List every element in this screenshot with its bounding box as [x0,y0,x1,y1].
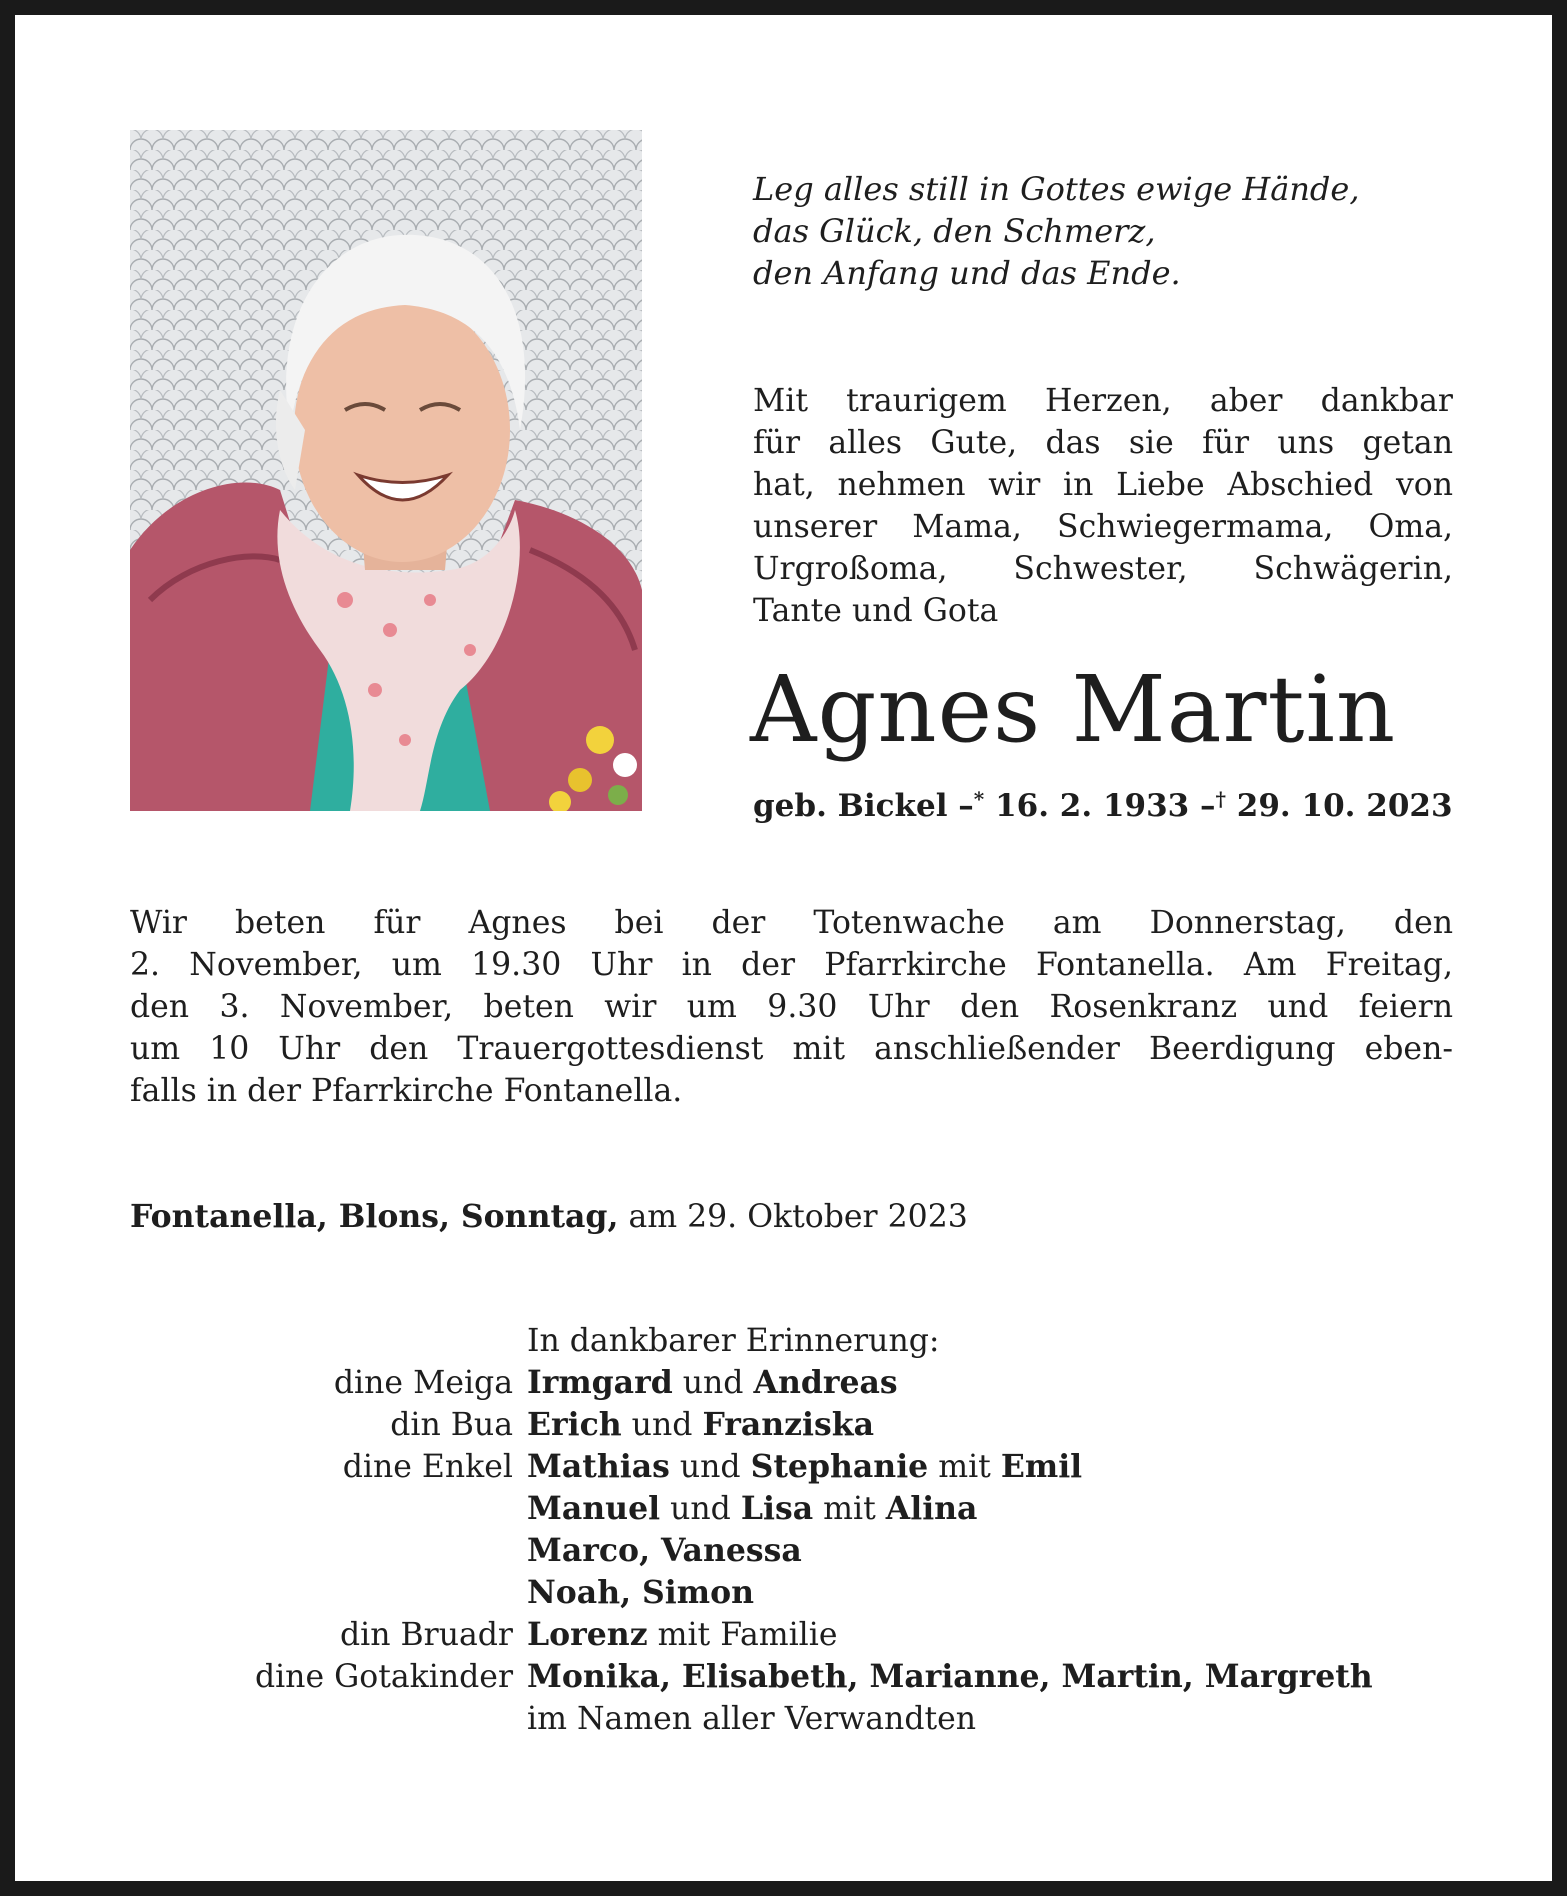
connector-word: und [679,1449,741,1485]
mourners-heading: In dankbarer Erinnerung: [527,1323,940,1359]
service-line: um 10 Uhr den Trauergottesdienst mit anschließender Beerdigung eben- [130,1031,1453,1067]
dash-separator: – [1200,788,1216,824]
service-line: Wir beten für Agnes bei der Totenwache am Donnerstag, den [130,905,1453,941]
mourner-name: Monika, Elisabeth, Marianne, Martin, Margreth [527,1658,1373,1695]
mourner-row [130,1572,1510,1614]
mourner-names [527,1656,1510,1698]
service-line: den 3. November, beten wir um 9.30 Uhr den Rosenkranz und feiern [130,989,1453,1025]
mourner-name: Emil [1000,1448,1083,1485]
mourner-name: Lisa [740,1490,814,1527]
mourners-closing-row [130,1698,1510,1740]
mourner-name: Lorenz [527,1616,648,1653]
connector-word: mit Familie [657,1617,838,1653]
birth-date: 16. 2. 1933 [995,788,1190,824]
service-line: 2. November, um 19.30 Uhr in der Pfarrkirche Fontanella. Am Freitag, [130,947,1453,983]
mourner-row [130,1404,1510,1446]
intro-line: Tante und Gota [753,593,999,629]
portrait-illustration [130,130,642,811]
relation-label: din Bruadr [339,1617,513,1653]
funeral-service-text [130,902,1453,1112]
intro-line: Mit traurigem Herzen, aber dankbar [753,383,1453,419]
relation-label: dine Enkel [342,1449,513,1485]
relation-label: dine Meiga [333,1365,513,1401]
mourners-closing: im Namen aller Verwandten [527,1701,977,1737]
service-line: falls in der Pfarrkirche Fontanella. [130,1073,683,1109]
mourner-row [130,1446,1510,1488]
birth-star-icon: * [973,787,985,811]
mourner-row [130,1530,1510,1572]
mourner-name: Irmgard [527,1364,673,1401]
mourner-names [527,1446,1510,1488]
mourner-row [130,1488,1510,1530]
intro-line: unserer Mama, Schwiegermama, Oma, [753,509,1453,545]
birth-name: geb. Bickel [753,788,948,824]
mourner-name: Franziska [702,1406,874,1443]
mourner-name: Alina [885,1490,978,1527]
announcement-date: am 29. Oktober 2023 [628,1199,968,1235]
dash-separator: – [958,788,974,824]
relation-label: dine Gotakinder [254,1659,513,1695]
farewell-intro [753,380,1453,632]
mourner-row [130,1614,1510,1656]
intro-line: hat, nehmen wir in Liebe Abschied von [753,467,1453,503]
mourner-name: Erich [527,1406,622,1443]
verse-line: den Anfang und das Ende. [753,254,1181,292]
mourner-name: Mathias [527,1448,670,1485]
verse-line: Leg alles still in Gottes ewige Hände, [753,170,1360,208]
mourner-names [527,1404,1510,1446]
mourner-names [527,1488,1510,1530]
mourners-list [130,1320,1510,1740]
intro-line: für alles Gute, das sie für uns getan [753,425,1453,461]
portrait-photo [130,130,642,811]
obituary-page [15,15,1552,1881]
mourner-row [130,1656,1510,1698]
mourner-names [527,1614,1510,1656]
mourner-name: Marco, Vanessa [527,1532,802,1569]
intro-line: Urgroßoma, Schwester, Schwägerin, [753,551,1453,587]
mourner-names [527,1362,1510,1404]
mourner-row [130,1362,1510,1404]
place-names: Fontanella, Blons, Sonntag, [130,1198,619,1235]
mourner-name: Stephanie [750,1448,929,1485]
mourner-name: Manuel [527,1490,661,1527]
mourner-names [527,1530,1510,1572]
relation-label: din Bua [390,1407,513,1443]
life-dates [753,778,1513,827]
mourners-heading-row [130,1320,1510,1362]
connector-word: und [682,1365,744,1401]
mourner-name: Noah, Simon [527,1574,755,1611]
place-and-date [130,1196,1430,1238]
connector-word: mit [823,1491,876,1527]
connector-word: mit [938,1449,991,1485]
death-cross-icon: † [1215,787,1226,811]
connector-word: und [631,1407,693,1443]
connector-word: und [670,1491,731,1527]
memorial-verse [753,168,1453,294]
deceased-name: Agnes Martin [750,656,1397,763]
mourner-names [527,1572,1510,1614]
verse-line: das Glück, den Schmerz, [753,212,1156,250]
death-date: 29. 10. 2023 [1236,788,1453,824]
mourner-name: Andreas [753,1364,898,1401]
